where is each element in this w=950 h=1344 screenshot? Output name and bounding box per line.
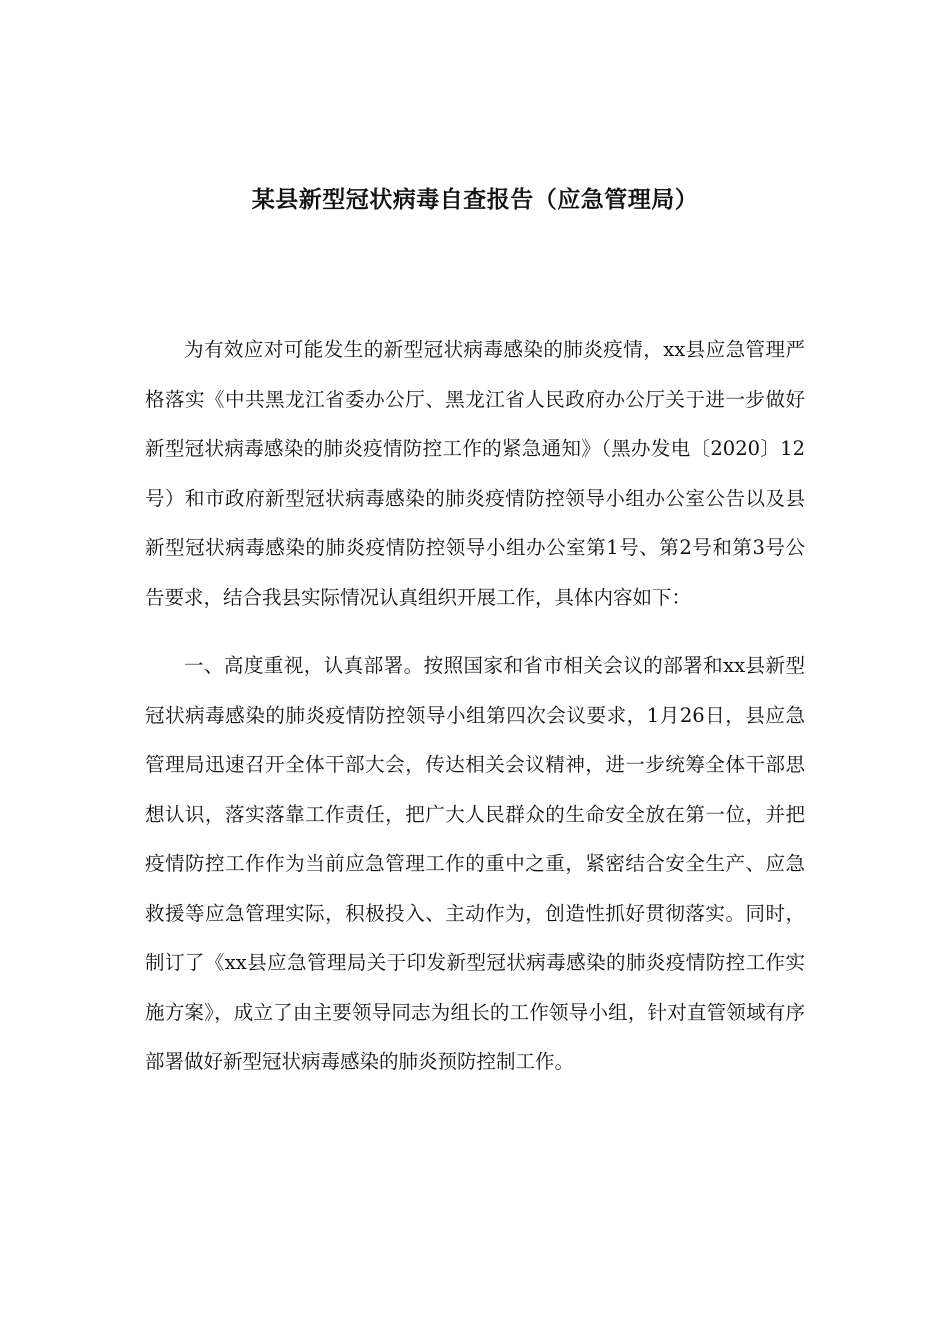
document-body [145,325,805,1087]
document-title: 某县新型冠状病毒自查报告（应急管理局） [251,186,699,213]
section-one-paragraph: 一、高度重视，认真部署。按照国家和省市相关会议的部署和xx县新型冠状病毒感染的肺炎疫情防控领导小组第四次会议要求，1月26日，县应急管理局迅速召开全体干部大会，传达相关会议精神，进一步统筹全体干部思想认识，落实落靠工作责任，把广大人民群众的生命安全放在第一位，并把疫情防控工作作为当前应急管理工作的重中之重，紧密结合安全生产、应急救援等应急管理实际，积极投入、主动作为，创造性抓好贯彻落实。同时，制订了《xx县应急管理局关于印发新型冠状病毒感染的肺炎疫情防控工作实施方案》，成立了由主要领导同志为组长的工作领导小组，针对直管领域有序部署做好新型冠状病毒感染的肺炎预防控制工作。 [145,654,805,1073]
intro-paragraph: 为有效应对可能发生的新型冠状病毒感染的肺炎疫情，xx县应急管理严格落实《中共黑龙江省委办公厅、黑龙江省人民政府办公厅关于进一步做好新型冠状病毒感染的肺炎疫情防控工作的紧急通知》（黑办发电〔2020〕12号）和市政府新型冠状病毒感染的肺炎疫情防控领导小组办公室公告以及县新型冠状病毒感染的肺炎疫情防控领导小组办公室第1号、第2号和第3号公告要求，结合我县实际情况认真组织开展工作，具体内容如下： [145,338,805,609]
